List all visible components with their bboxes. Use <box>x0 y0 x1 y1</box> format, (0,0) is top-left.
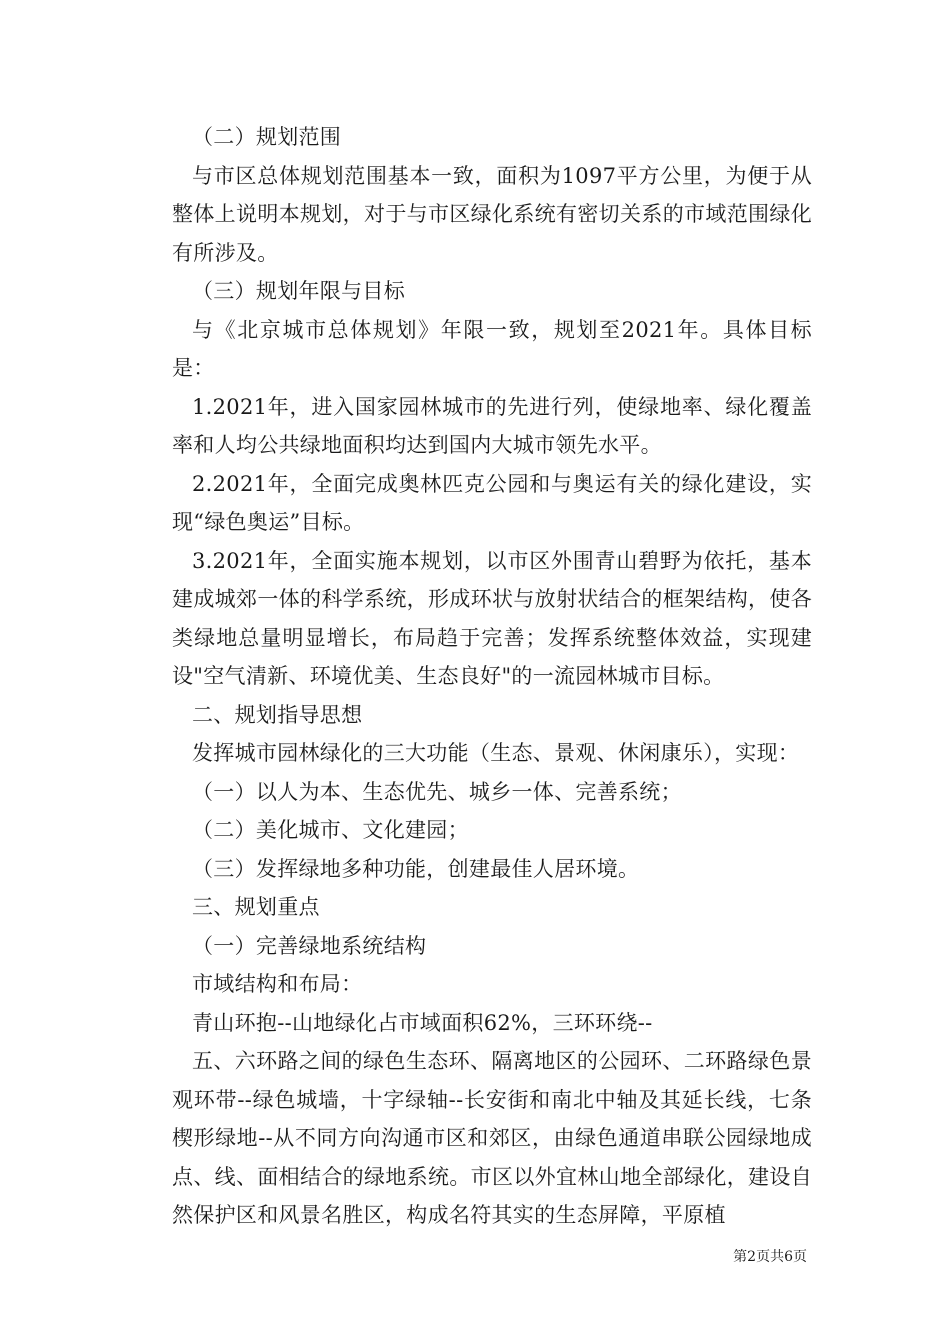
body-paragraph: 与《北京城市总体规划》年限一致，规划至2021年。具体目标是： <box>172 317 812 380</box>
body-paragraph: 市域结构和布局： <box>192 972 363 996</box>
body-paragraph: 与市区总体规划范围基本一致，面积为1097平方公里，为便于从整体上说明本规划，对于与市区绿化系统有密切关系的市域范围绿化有所涉及。 <box>172 163 812 265</box>
list-item: （一）以人为本、生态优先、城乡一体、完善系统； <box>192 779 682 804</box>
body-paragraph: 青山环抱--山地绿化占市域面积62%，三环环绕-- <box>192 1010 653 1035</box>
document-body <box>172 118 812 1235</box>
page-number: 第2页共6页 <box>733 1249 807 1265</box>
section-heading: （三）规划年限与目标 <box>192 279 405 303</box>
list-item: 1.2021年，进入国家园林城市的先进行列，使绿地率、绿化覆盖率和人均公共绿地面积均达到国内大城市领先水平。 <box>172 394 812 457</box>
body-paragraph: 五、六环路之间的绿色生态环、隔离地区的公园环、二环路绿色景观环带--绿色城墙，十字绿轴--长安街和南北中轴及其延长线，七条楔形绿地--从不同方向沟通市区和郊区，由绿色通道串联公园绿地成点、线、面相结合的绿地系统。市区以外宜林山地全部绿化，建设自然保护区和风景名胜区，构成名符其实的生态屏障，平原植 <box>172 1049 812 1227</box>
section-heading: （二）规划范围 <box>192 125 342 149</box>
section-heading: （一）完善绿地系统结构 <box>192 933 427 958</box>
section-heading: 三、规划重点 <box>192 895 320 919</box>
list-item: （三）发挥绿地多种功能，创建最佳人居环境。 <box>192 856 640 881</box>
section-heading: 二、规划指导思想 <box>192 702 363 727</box>
body-paragraph: 发挥城市园林绿化的三大功能（生态、景观、休闲康乐），实现： <box>192 741 800 765</box>
list-item: 2.2021年，全面完成奥林匹克公园和与奥运有关的绿化建设，实现“绿色奥运”目标。 <box>172 471 812 534</box>
list-item: （二）美化城市、文化建园； <box>192 818 469 842</box>
list-item: 3.2021年，全面实施本规划，以市区外围青山碧野为依托，基本建成城郊一体的科学系统，形成环状与放射状结合的框架结构，使各类绿地总量明显增长，布局趋于完善；发挥系统整体效益，实现建设"空气清新、环境优美、生态良好"的一流园林城市目标。 <box>172 548 812 688</box>
